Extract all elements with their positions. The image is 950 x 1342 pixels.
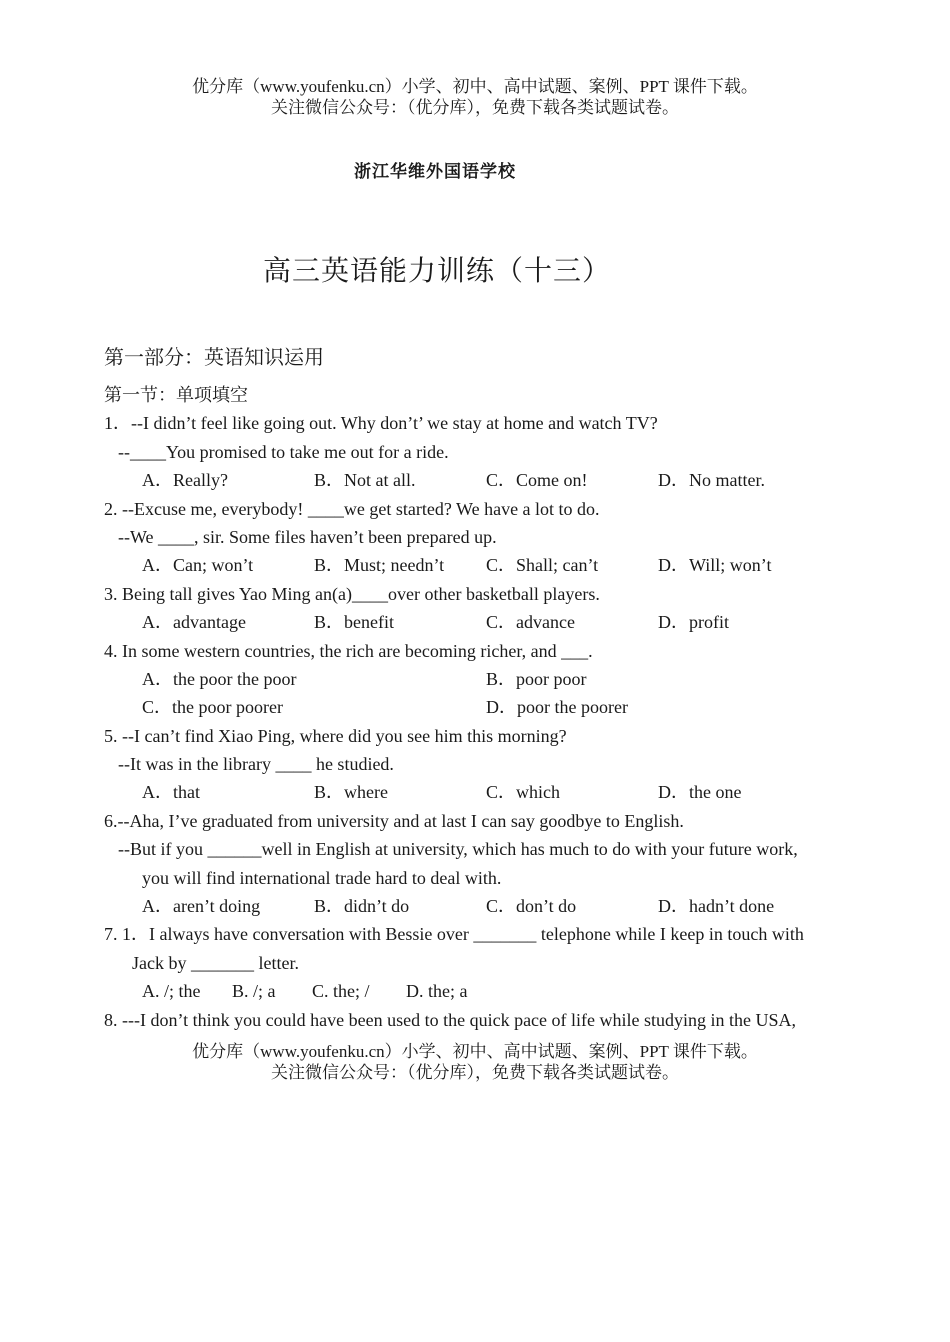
footer-line-2: 关注微信公众号：（优分库），免费下载各类试题试卷。 xyxy=(271,1063,679,1082)
option-b: B．didn’t do xyxy=(314,896,410,917)
question-5-options xyxy=(104,778,864,806)
question-6-reply: --But if you ______well in English at university, which has much to do with your future work, xyxy=(118,839,798,860)
option-a: A．that xyxy=(142,782,200,803)
option-a: A．Can; won’t xyxy=(142,555,254,576)
question-8-stem: 8. ---I don’t think you could have been used to the quick pace of life while studying in the USA, xyxy=(104,1009,797,1030)
option-a: A. /; the xyxy=(142,981,201,1002)
section-heading: 第一节：单项填空 xyxy=(104,385,248,405)
option-b: B. /; a xyxy=(232,981,276,1002)
option-b: B．Must; needn’t xyxy=(314,555,445,576)
option-a: A．the poor the poor xyxy=(142,668,297,689)
question-1-reply: --____You promised to take me out for a ride. xyxy=(118,441,449,462)
question-4-options-row-1 xyxy=(104,665,864,693)
question-4-stem: 4. In some western countries, the rich are becoming richer, and ___. xyxy=(104,640,593,661)
question-2-options xyxy=(104,551,864,579)
question-3-stem: 3. Being tall gives Yao Ming an(a)____over other basketball players. xyxy=(104,583,600,604)
footer-line-1: 优分库（www.youfenku.cn）小学、初中、高中试题、案例、PPT 课件下载。 xyxy=(192,1042,758,1061)
option-a: A．Really? xyxy=(142,470,228,491)
page-title: 高三英语能力训练（十三） xyxy=(263,256,612,287)
question-6-reply-continued: you will find international trade hard to deal with. xyxy=(142,867,502,888)
option-c: C. the; / xyxy=(312,981,370,1002)
option-d: D．No matter. xyxy=(658,470,765,491)
option-a: A．aren’t doing xyxy=(142,896,261,917)
question-6-options xyxy=(104,892,864,920)
header-line-1: 优分库（www.youfenku.cn）小学、初中、高中试题、案例、PPT 课件下载。 xyxy=(192,77,758,96)
page-header xyxy=(0,76,950,118)
part-heading: 第一部分：英语知识运用 xyxy=(104,345,324,369)
option-b: B．where xyxy=(314,782,388,803)
option-b: B．Not at all. xyxy=(314,470,416,491)
question-5-stem: 5. --I can’t find Xiao Ping, where did you see him this morning? xyxy=(104,725,567,746)
question-7-stem: 7. 1．I always have conversation with Bessie over _______ telephone while I keep in touch with xyxy=(104,924,804,945)
question-2-stem: 2. --Excuse me, everybody! ____we get started? We have a lot to do. xyxy=(104,498,600,519)
question-2-reply: --We ____, sir. Some files haven’t been prepared up. xyxy=(118,526,497,547)
question-3-options xyxy=(104,608,864,636)
option-b: B．poor poor xyxy=(486,668,587,689)
option-d: D. the; a xyxy=(406,981,468,1002)
option-b: B．benefit xyxy=(314,612,394,633)
option-c: C．advance xyxy=(486,612,575,633)
option-d: D．Will; won’t xyxy=(658,555,772,576)
option-c: C．don’t do xyxy=(486,896,577,917)
question-list xyxy=(104,381,864,1034)
option-d: D．profit xyxy=(658,612,729,633)
header-line-2: 关注微信公众号：（优分库），免费下载各类试题试卷。 xyxy=(271,98,679,117)
question-6-stem: 6.--Aha, I’ve graduated from university and at last I can say goodbye to English. xyxy=(104,810,684,831)
school-name: 浙江华维外国语学校 xyxy=(354,162,516,181)
option-d: D．poor the poorer xyxy=(486,697,628,718)
option-c: C．which xyxy=(486,782,560,803)
option-d: D．hadn’t done xyxy=(658,896,775,917)
question-7-options xyxy=(104,977,864,1005)
question-5-reply: --It was in the library ____ he studied. xyxy=(118,754,394,775)
option-c: C．the poor poorer xyxy=(142,697,283,718)
option-c: C．Come on! xyxy=(486,470,588,491)
option-a: A．advantage xyxy=(142,612,246,633)
option-d: D．the one xyxy=(658,782,742,803)
page-footer xyxy=(0,1041,950,1083)
question-1-options xyxy=(104,466,864,494)
question-7-stem-continued: Jack by _______ letter. xyxy=(132,952,299,973)
option-c: C．Shall; can’t xyxy=(486,555,599,576)
question-4-options-row-2 xyxy=(104,693,864,721)
question-1-stem: 1．--I didn’t feel like going out. Why don’t’ we stay at home and watch TV? xyxy=(104,413,658,434)
